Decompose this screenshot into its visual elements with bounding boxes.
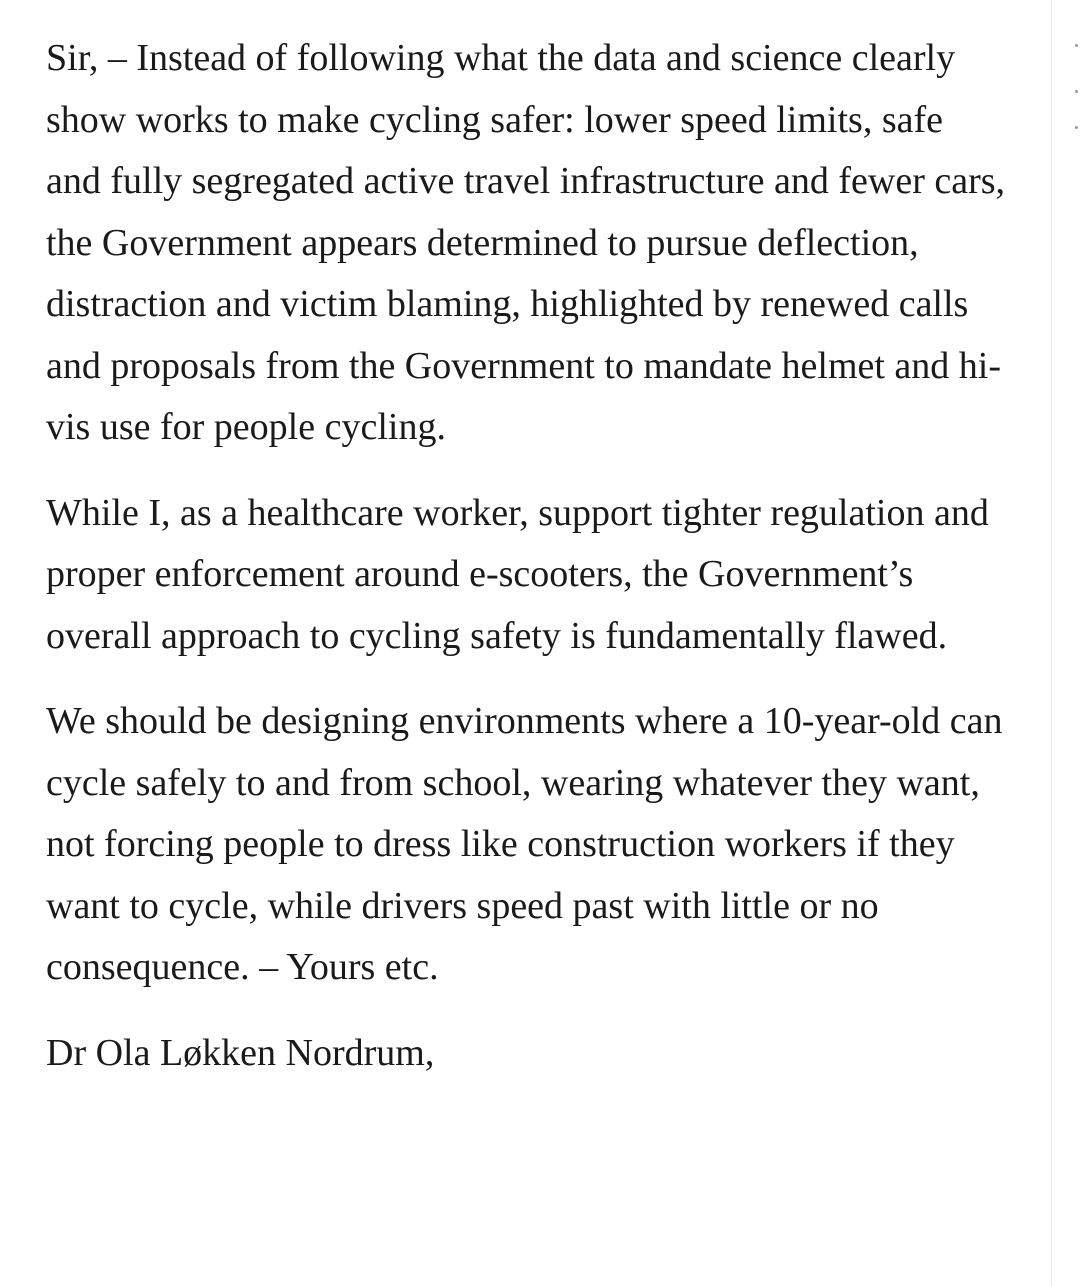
letter-paragraph-3: We should be designing environments where a 10-year-old can cycle safely to and from school, wearing whatever they want, not forcing people to dress like construction workers if they want to cycle, while drivers speed past with little or no consequence. – Yours etc. — [46, 700, 1003, 988]
sidebar-divider — [1051, 0, 1052, 1286]
clipped-sidebar-content — [1073, 40, 1080, 180]
clipped-mark — [1075, 44, 1078, 47]
clipped-mark — [1075, 90, 1078, 93]
letter-body — [46, 28, 1006, 1084]
letter-signature: Dr Ola Løkken Nordrum, — [46, 1031, 435, 1074]
letter-paragraph-2: While I, as a healthcare worker, support tighter regulation and proper enforcement around e-scooters, the Government’s overall approach to cycling safety is fundamentally flawed. — [46, 491, 989, 657]
clipped-mark — [1075, 126, 1078, 129]
letter-paragraph-1: Sir, – Instead of following what the data and science clearly show works to make cycling safer: lower speed limits, safe and fully segregated active travel infrastructure and fewer cars, the Government appears determined to pursue deflection, distraction and victim blaming, highlighted by renewed calls and proposals from the Government to mandate helmet and hi-vis use for people cycling. — [46, 37, 1006, 448]
